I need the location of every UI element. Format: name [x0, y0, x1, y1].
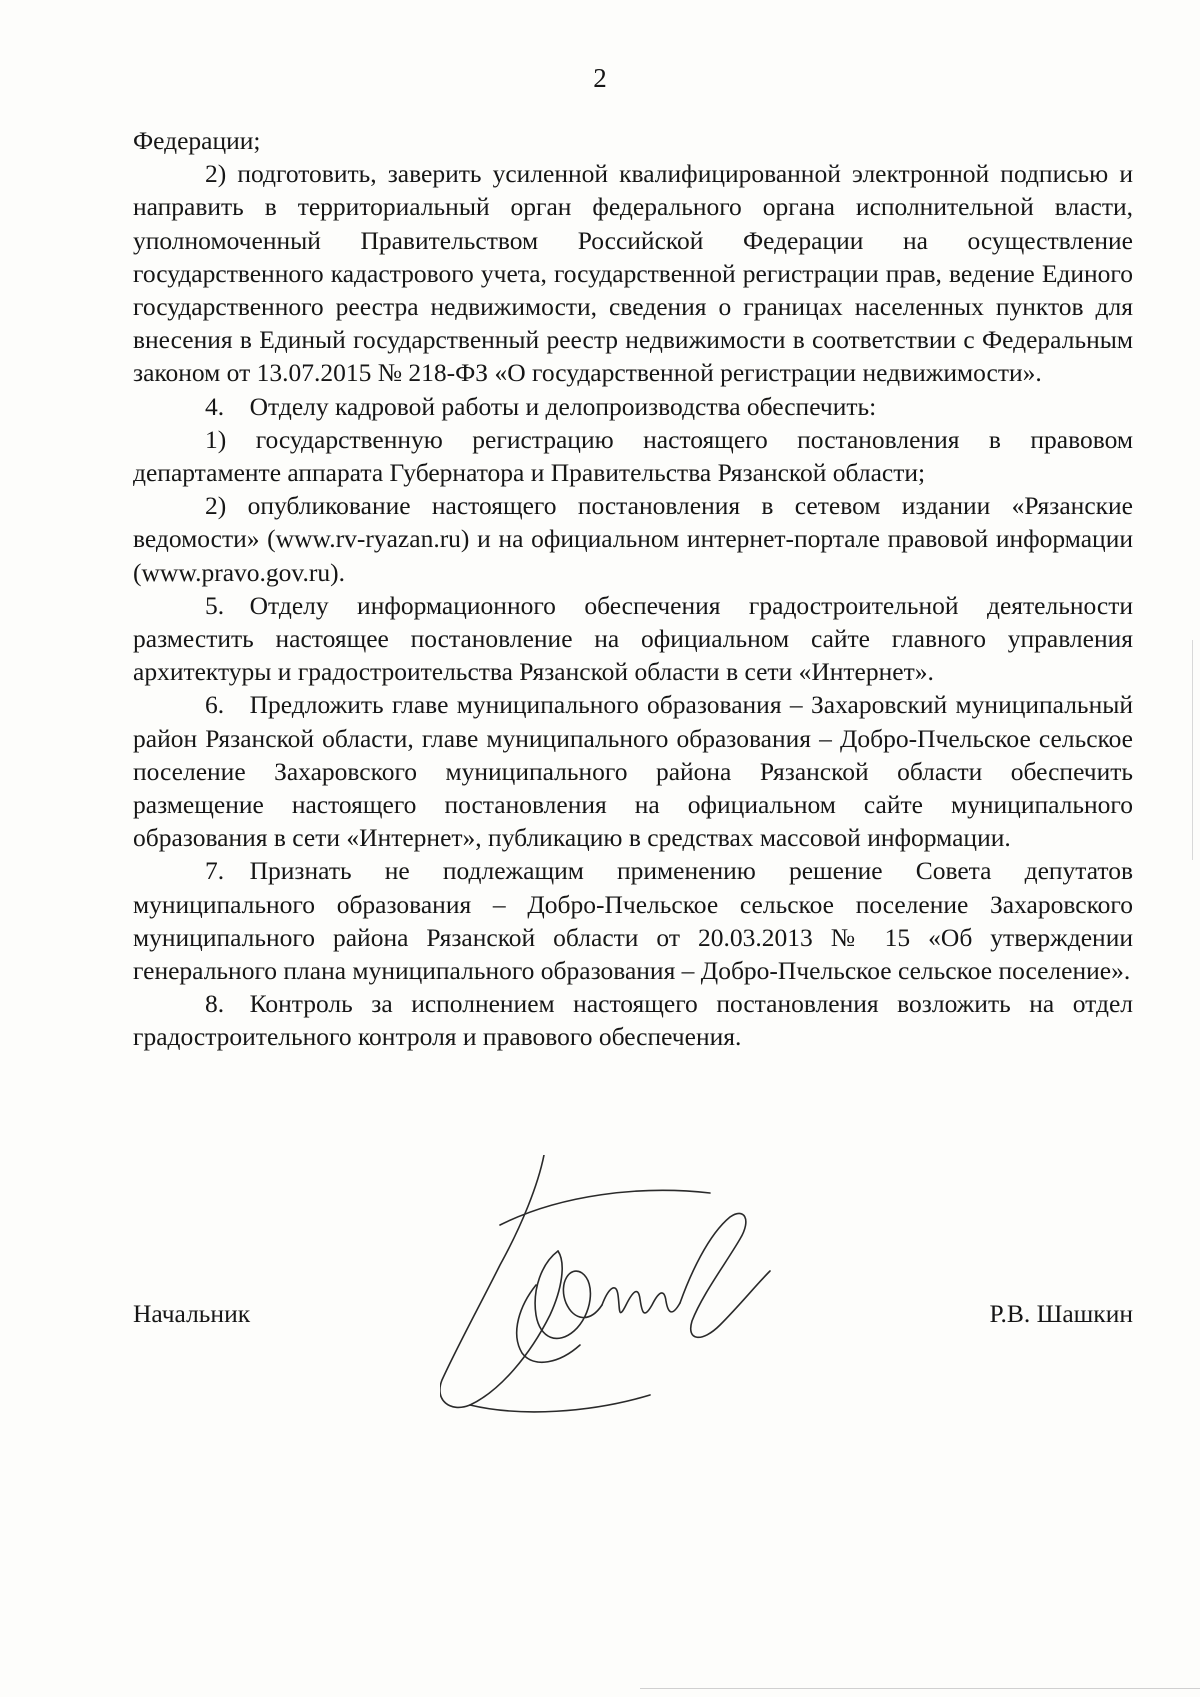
paragraph-federation-end: Федерации; — [133, 126, 261, 155]
signatory-title: Начальник — [133, 1299, 251, 1328]
signature-block — [133, 1297, 1133, 1337]
page-number: 2 — [593, 63, 607, 93]
scan-edge-line — [1192, 640, 1193, 860]
paragraph-item-4-1-registration: 1) государственную регистрацию настоящего постановления в правовом департаменте аппарата Губернатора и Правительства Рязанской области; — [133, 424, 1133, 488]
paragraph-item-8-control: 8. Контроль за исполнением настоящего постановления возложить на отдел градостроительного контроля и правового обеспечения. — [133, 989, 1133, 1052]
paragraph-item-6-municipal-heads: 6. Предложить главе муниципального образования – Захаровский муниципальный район Рязанской области, главе муниципального образования – Добро-Пчельское сельское поселение Захаровского муниципального района Рязанской области обеспечить размещение настоящего постановления на официальном сайте муниципального образования в сети «Интернет», публикацию в средствах массовой информации. — [133, 690, 1133, 853]
document-body — [133, 124, 1133, 1054]
handwritten-signature — [440, 1155, 790, 1435]
paragraph-item-4-2-publication: 2) опубликование настоящего постановления в сетевом издании «Рязанские ведомости» (www.rv-ryazan.ru) и на официальном интернет-портале правовой информации (www.pravo.gov.ru). — [133, 491, 1133, 587]
paragraph-item-4-personnel-dept: 4. Отделу кадровой работы и делопроизводства обеспечить: — [205, 391, 877, 421]
paragraph-item-7-repeal-decision: 7. Признать не подлежащим применению решение Совета депутатов муниципального образования – Добро-Пчельское сельское поселение Захаровского муниципального района Рязанской области от 20.03.2013 № 15 «Об утверждении генерального плана муниципального образования – Добро-Пчельское сельское поселение». — [133, 856, 1133, 986]
scan-bottom-line — [640, 1688, 1200, 1689]
signatory-name: Р.В. Шашкин — [989, 1299, 1133, 1328]
paragraph-item-5-info-dept: 5. Отделу информационного обеспечения градостроительной деятельности разместить настоящее постановление на официальном сайте главного управления архитектуры и градостроительства Рязанской области в сети «Интернет». — [133, 590, 1133, 687]
paragraph-item-2-prepare-boundaries: 2) подготовить, заверить усиленной квалифицированной электронной подписью и направить в территориальный орган федерального органа исполнительной власти, уполномоченный Правительством Российской Федерации на осуществление государственного кадастрового учета, государственной регистрации прав, ведение Единого государственного реестра недвижимости, сведения о границах населенных пунктов для внесения в Единый государственный реестр недвижимости в соответствии с Федеральным законом от 13.07.2015 № 218-ФЗ «О государственной регистрации недвижимости». — [133, 159, 1133, 388]
